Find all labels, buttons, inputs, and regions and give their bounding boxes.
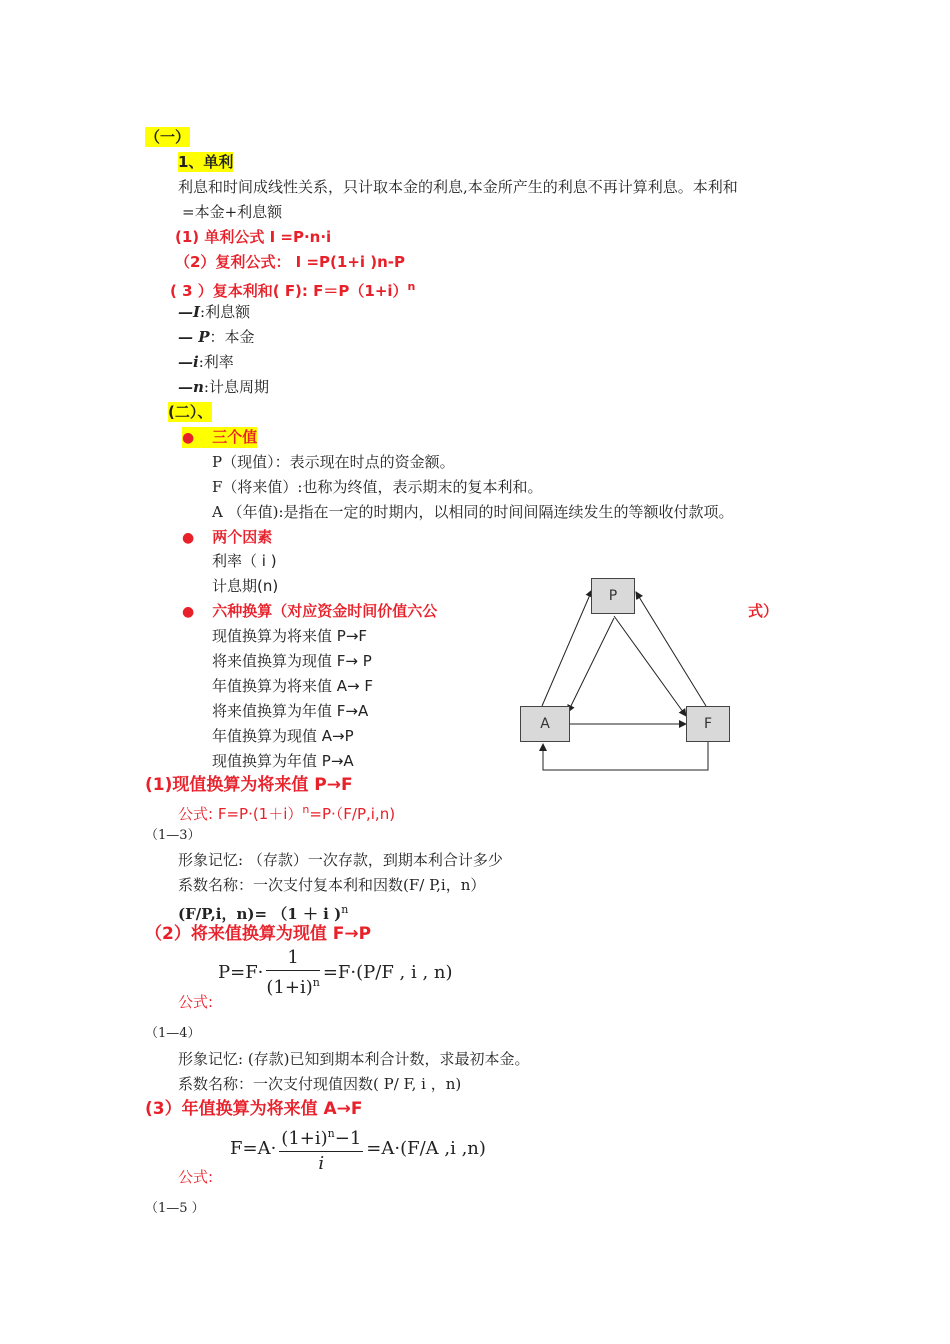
value-f: F（将来值）:也称为终值，表示期末的复本利和。 xyxy=(212,478,543,496)
compound-sum-formula: ( 3 ）复本利和( F): $F=P(1+i)^n$ xyxy=(170,280,416,300)
part2-eqno: （1—4） xyxy=(145,1026,201,1041)
def-interest: —I:利息额 xyxy=(178,303,251,321)
part1-eqno: （1—3） xyxy=(145,828,201,843)
factor-rate: 利率（ i ) xyxy=(212,552,277,570)
part1-formula: 公式: F=P·(1＋i）$^n$=P·（F/P,i,n) xyxy=(178,803,396,823)
bullet-icon: ● xyxy=(182,604,195,620)
part2-label: 公式: xyxy=(178,993,214,1011)
value-a: A （年值):是指在一定的时期内，以相同的时间间隔连续发生的等额收付款项。 xyxy=(212,503,734,521)
conversion-item: 将来值换算为年值 F→A xyxy=(212,702,369,720)
six-conversions-title-end: 式） xyxy=(748,602,779,620)
conversion-item: 年值换算为现值 A→P xyxy=(212,727,354,745)
node-a: A xyxy=(520,706,570,742)
simple-interest-desc-cont: =本金+利息额 xyxy=(182,203,283,221)
conversion-item: 年值换算为将来值 A→ F xyxy=(212,677,373,695)
def-principal: — P：本金 xyxy=(178,328,255,346)
part1-coef-def: (F/P,i，n)= （1 ＋ i )$^n$ xyxy=(178,903,349,923)
part3-label: 公式: xyxy=(178,1168,214,1186)
part3-eqno: （1—5 ） xyxy=(145,1201,205,1216)
part1-heading: (1)现值换算为将来值 P→F xyxy=(145,775,353,795)
factor-period: 计息期(n) xyxy=(212,577,279,595)
part2-math: P=F· $\frac{1}{(1+i)^n}$ =F·(P/F , i , n) xyxy=(218,947,453,998)
conversion-item: 将来值换算为现值 F→ P xyxy=(212,652,372,670)
part2-coef-name: 系数名称：一次支付现值因数( P/ F, i ，n) xyxy=(178,1075,462,1093)
node-p: P xyxy=(591,578,635,614)
bullet-icon: ● xyxy=(182,430,195,446)
conversion-item: 现值换算为将来值 P→F xyxy=(212,627,368,645)
arrow-p-to-a xyxy=(568,618,614,712)
node-f: F xyxy=(686,706,730,742)
conversion-item: 现值换算为年值 P→A xyxy=(212,752,354,770)
three-values-title: ● 三个值 xyxy=(182,428,258,446)
simple-interest-title: 1、单利 xyxy=(178,153,234,171)
two-factors-title: ● 两个因素 xyxy=(182,528,273,546)
arrow-a-to-p xyxy=(542,590,592,706)
compound-interest-formula: （2）复利公式： I =P(1+i )n-P xyxy=(175,253,406,271)
def-period: —n:计息周期 xyxy=(178,378,269,396)
section1-heading: （一） xyxy=(145,128,191,146)
simple-interest-formula: (1) 单利公式 I =P·n·i xyxy=(175,228,332,246)
part3-heading: (3）年值换算为将来值 A→F xyxy=(145,1099,363,1119)
arrow-p-to-f xyxy=(614,616,686,716)
def-rate: —i:利率 xyxy=(178,353,234,371)
part1-memory: 形象记忆: （存款）一次存款，到期本利合计多少 xyxy=(178,851,503,869)
bullet-icon: ● xyxy=(182,530,195,546)
part3-math: F=A· $\frac{(1+i)^n-1}{i}$ =A·(F/A ,i ,n) xyxy=(230,1122,486,1176)
simple-interest-desc: 利息和时间成线性关系，只计取本金的利息,本金所产生的利息不再计算利息。本利和 xyxy=(178,178,738,196)
arrow-f-to-p xyxy=(636,592,706,706)
value-p: P（现值）：表示现在时点的资金额。 xyxy=(212,453,455,471)
six-conversions-title: ● 六种换算（对应资金时间价值六公 xyxy=(182,602,438,620)
part2-memory: 形象记忆: (存款)已知到期本利合计数，求最初本金。 xyxy=(178,1050,530,1068)
part1-coef-name: 系数名称：一次支付复本利和因数(F/ P,i，n） xyxy=(178,876,486,894)
part2-heading: （2）将来值换算为现值 F→P xyxy=(145,924,372,944)
section2-heading: (二）、 xyxy=(168,403,213,421)
arrow-f-to-a xyxy=(543,740,708,770)
